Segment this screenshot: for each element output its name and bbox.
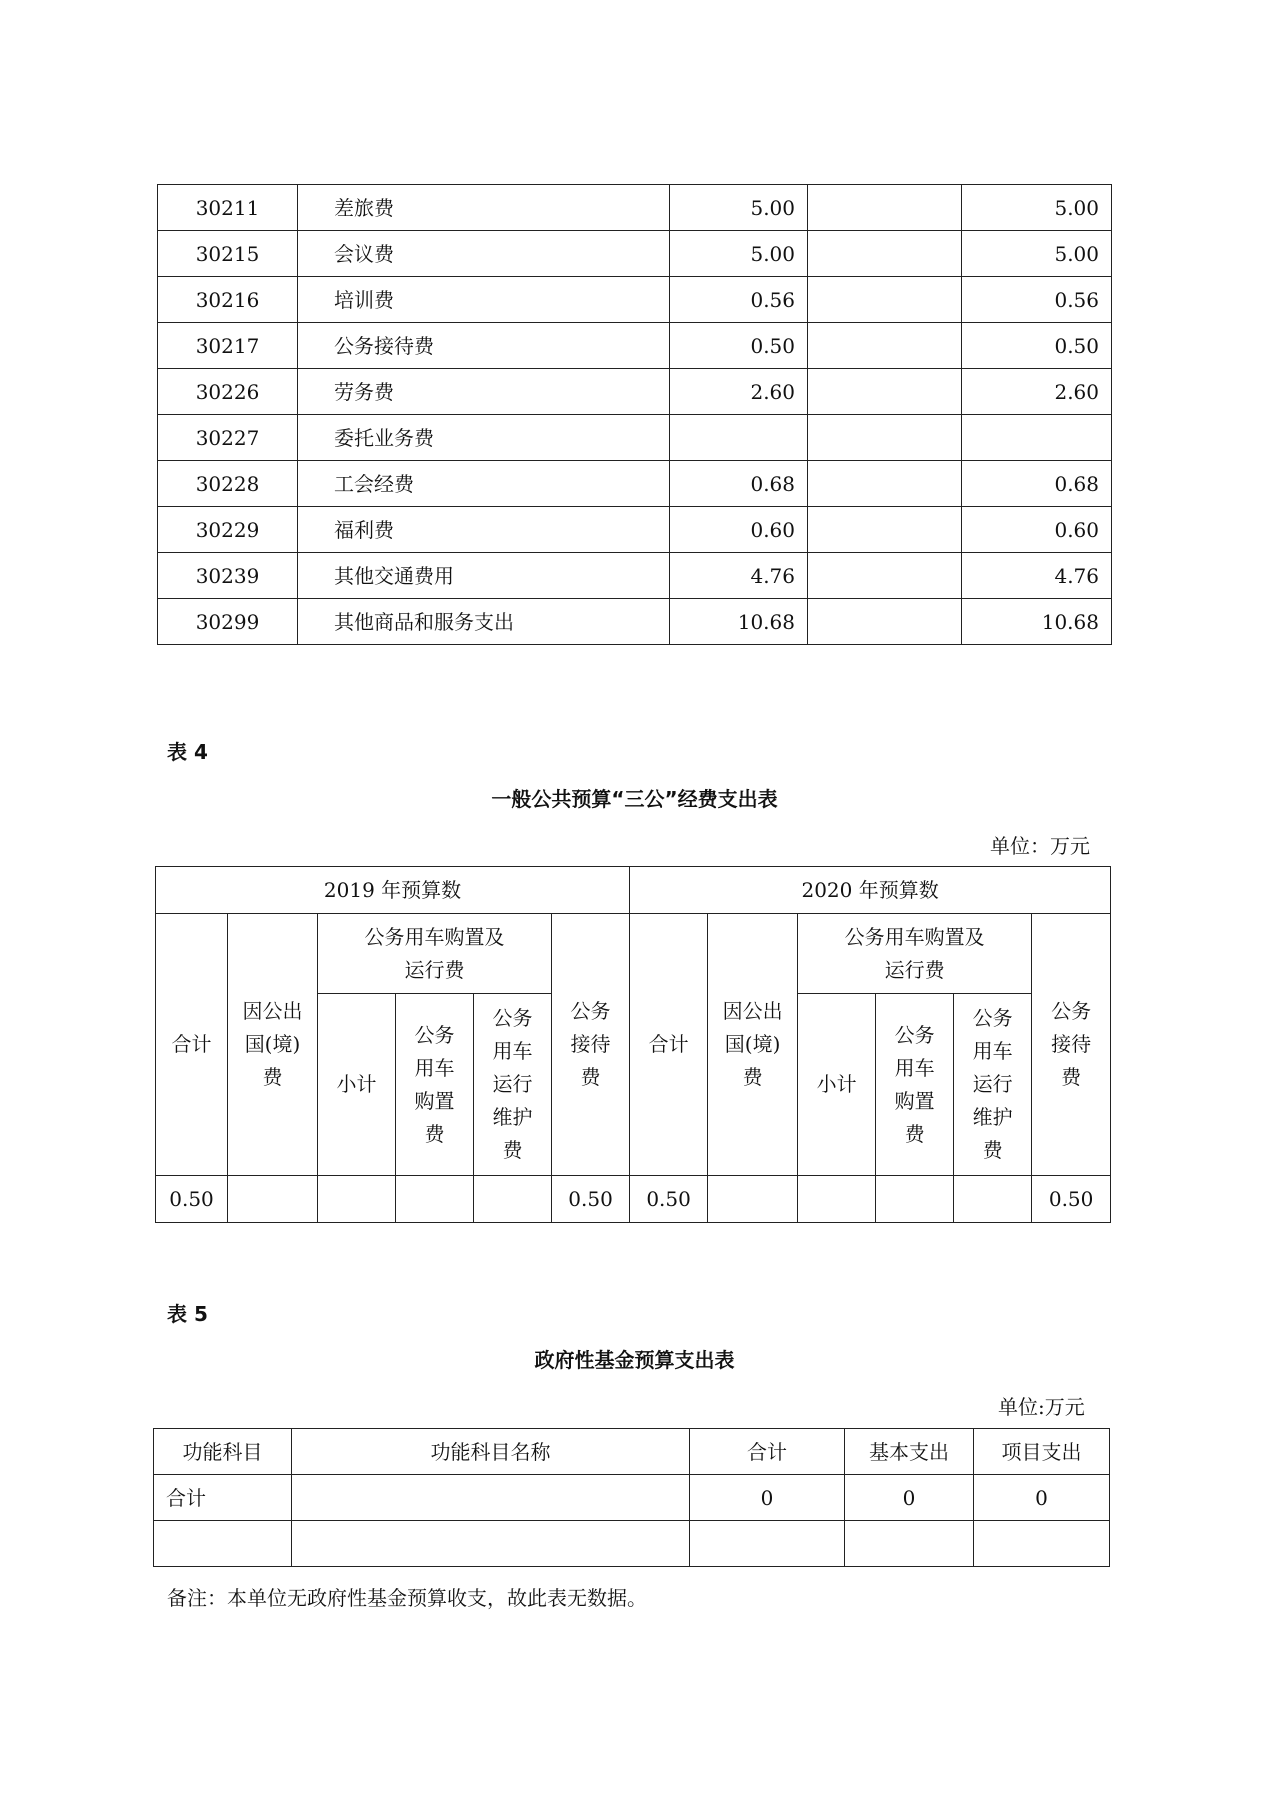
table4-unit: 单位：万元 — [990, 834, 1090, 858]
subtotal-header-2019: 小计 — [318, 994, 396, 1176]
car-buy-header-2019: 公务用车购置费 — [396, 994, 474, 1176]
row-name: 其他商品和服务支出 — [298, 599, 670, 645]
value-subtotal-2019 — [318, 1176, 396, 1223]
value-reception-2020: 0.50 — [1032, 1176, 1111, 1223]
table-row — [158, 507, 1112, 553]
row-mid — [808, 599, 962, 645]
row-total: 10.68 — [670, 599, 808, 645]
table5-unit: 单位:万元 — [998, 1395, 1085, 1419]
value-total-2019: 0.50 — [156, 1176, 228, 1223]
row-total: 5.00 — [670, 231, 808, 277]
row-name: 其他交通费用 — [298, 553, 670, 599]
row-code: 30215 — [158, 231, 298, 277]
row-total: 0.56 — [670, 277, 808, 323]
value-abroad-2020 — [708, 1176, 798, 1223]
total-row-total: 0 — [690, 1475, 845, 1521]
row-mid — [808, 185, 962, 231]
government-fund-table — [153, 1428, 1110, 1567]
row-right: 4.76 — [962, 553, 1112, 599]
row-right: 0.68 — [962, 461, 1112, 507]
year-2020-header: 2020 年预算数 — [630, 867, 1111, 914]
row-code: 30228 — [158, 461, 298, 507]
value-reception-2019: 0.50 — [552, 1176, 630, 1223]
row-right: 5.00 — [962, 185, 1112, 231]
row-right: 10.68 — [962, 599, 1112, 645]
row-right: 0.60 — [962, 507, 1112, 553]
row-right — [962, 415, 1112, 461]
subtotal-header-2020: 小计 — [798, 994, 876, 1176]
row-name: 差旅费 — [298, 185, 670, 231]
header-total: 合计 — [690, 1429, 845, 1475]
table5-label: 表 5 — [167, 1302, 208, 1326]
empty-cell — [690, 1521, 845, 1567]
expense-table-continued — [157, 184, 1112, 645]
row-code: 30217 — [158, 323, 298, 369]
value-car-buy-2019 — [396, 1176, 474, 1223]
total-header-2020: 合计 — [630, 914, 708, 1176]
row-mid — [808, 277, 962, 323]
table5-note: 备注：本单位无政府性基金预算收支，故此表无数据。 — [167, 1586, 647, 1610]
empty-cell — [292, 1521, 690, 1567]
row-code: 30226 — [158, 369, 298, 415]
table-row — [158, 461, 1112, 507]
total-header-2019: 合计 — [156, 914, 228, 1176]
car-buy-header-2020: 公务用车购置费 — [876, 994, 954, 1176]
row-total: 5.00 — [670, 185, 808, 231]
value-car-run-2020 — [954, 1176, 1032, 1223]
value-abroad-2019 — [228, 1176, 318, 1223]
row-total: 0.60 — [670, 507, 808, 553]
empty-cell — [974, 1521, 1110, 1567]
table-row — [158, 231, 1112, 277]
row-right: 0.50 — [962, 323, 1112, 369]
row-mid — [808, 415, 962, 461]
total-row-project: 0 — [974, 1475, 1110, 1521]
row-total: 0.68 — [670, 461, 808, 507]
row-mid — [808, 553, 962, 599]
header-project: 项目支出 — [974, 1429, 1110, 1475]
row-mid — [808, 461, 962, 507]
reception-header-2020: 公务接待费 — [1032, 914, 1111, 1176]
table-row — [158, 553, 1112, 599]
row-total: 2.60 — [670, 369, 808, 415]
row-mid — [808, 231, 962, 277]
row-name: 劳务费 — [298, 369, 670, 415]
row-right: 2.60 — [962, 369, 1112, 415]
row-name: 工会经费 — [298, 461, 670, 507]
row-code: 30299 — [158, 599, 298, 645]
car-header-2020: 公务用车购置及运行费 — [798, 914, 1032, 994]
table-row — [158, 185, 1112, 231]
row-name: 福利费 — [298, 507, 670, 553]
table-row — [158, 369, 1112, 415]
row-code: 30216 — [158, 277, 298, 323]
total-row-basic: 0 — [845, 1475, 974, 1521]
table-row — [158, 323, 1112, 369]
row-right: 0.56 — [962, 277, 1112, 323]
row-code: 30229 — [158, 507, 298, 553]
table-row — [158, 277, 1112, 323]
header-name: 功能科目名称 — [292, 1429, 690, 1475]
table-row — [158, 415, 1112, 461]
header-code: 功能科目 — [154, 1429, 292, 1475]
row-total: 0.50 — [670, 323, 808, 369]
empty-cell — [154, 1521, 292, 1567]
abroad-header-2019: 因公出国(境)费 — [228, 914, 318, 1176]
row-code: 30227 — [158, 415, 298, 461]
row-name: 公务接待费 — [298, 323, 670, 369]
row-code: 30211 — [158, 185, 298, 231]
row-name: 会议费 — [298, 231, 670, 277]
row-right: 5.00 — [962, 231, 1112, 277]
empty-cell — [845, 1521, 974, 1567]
value-subtotal-2020 — [798, 1176, 876, 1223]
reception-header-2019: 公务接待费 — [552, 914, 630, 1176]
row-total — [670, 415, 808, 461]
table5-title: 政府性基金预算支出表 — [534, 1348, 735, 1372]
row-mid — [808, 507, 962, 553]
table-row — [158, 599, 1112, 645]
car-header-2019: 公务用车购置及运行费 — [318, 914, 552, 994]
row-mid — [808, 369, 962, 415]
row-name: 培训费 — [298, 277, 670, 323]
three-public-expenses-table — [155, 866, 1111, 1223]
table4-label: 表 4 — [167, 740, 208, 764]
row-name: 委托业务费 — [298, 415, 670, 461]
row-code: 30239 — [158, 553, 298, 599]
row-mid — [808, 323, 962, 369]
header-basic: 基本支出 — [845, 1429, 974, 1475]
total-row-label: 合计 — [154, 1475, 292, 1521]
value-total-2020: 0.50 — [630, 1176, 708, 1223]
value-car-run-2019 — [474, 1176, 552, 1223]
abroad-header-2020: 因公出国(境)费 — [708, 914, 798, 1176]
table4-title: 一般公共预算“三公”经费支出表 — [491, 787, 778, 811]
value-car-buy-2020 — [876, 1176, 954, 1223]
total-row-name — [292, 1475, 690, 1521]
year-2019-header: 2019 年预算数 — [156, 867, 630, 914]
car-run-header-2019: 公务用车运行维护费 — [474, 994, 552, 1176]
car-run-header-2020: 公务用车运行维护费 — [954, 994, 1032, 1176]
row-total: 4.76 — [670, 553, 808, 599]
